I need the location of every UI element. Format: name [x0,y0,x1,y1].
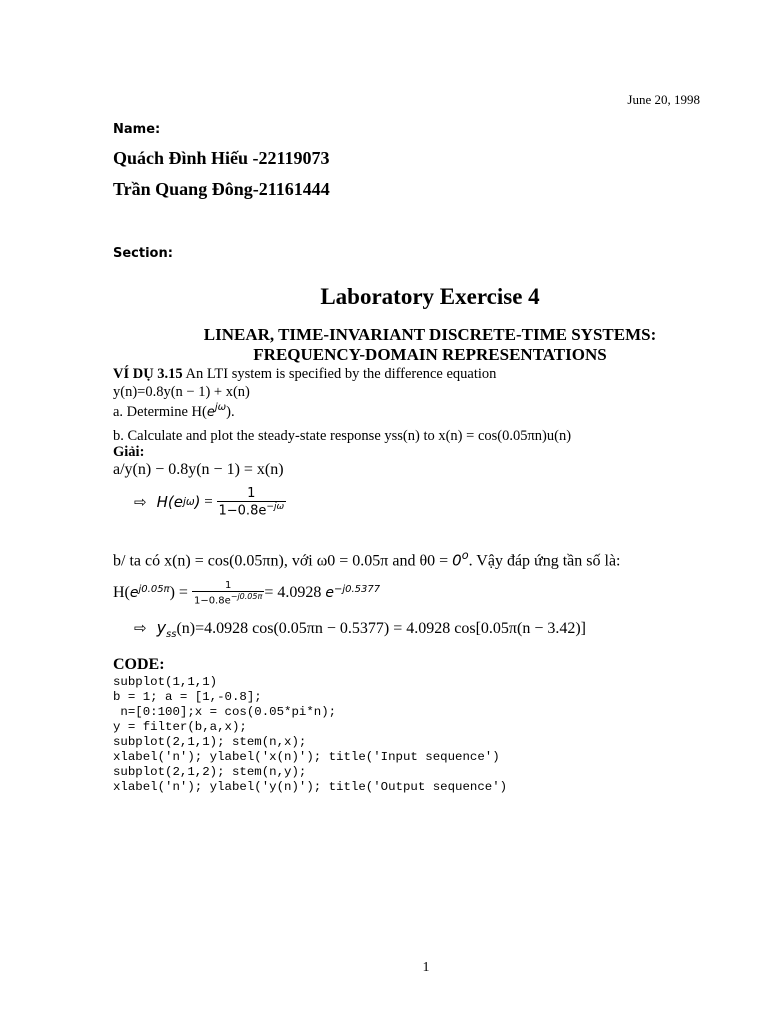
solution-b-line: b/ ta có x(n) = cos(0.05πn), với ω0 = 0.05π and $\theta 0 = 0^o$. Vậy đáp ứng tần số là: [113,549,621,570]
subtitle-line-2: FREQUENCY-DOMAIN REPRESENTATIONS [253,345,607,364]
code-line: xlabel('n'); ylabel('x(n)'); title('Input sequence') [113,750,500,764]
student-name-2: Trần Quang Đông-21161444 [113,179,330,199]
example-intro [113,366,496,383]
frequency-response-fraction: $\frac{1}{1-0.8e^{-j0.05\pi}}$ [193,579,263,607]
difference-equation: y(n)=0.8y(n − 1) + x(n) [113,384,250,400]
code-line: subplot(2,1,1); stem(n,x); [113,735,307,749]
implies-arrow-icon: ⇨ [134,494,147,511]
code-line: subplot(2,1,2); stem(n,y); [113,765,307,779]
code-block [113,675,507,795]
part-b-question: b. Calculate and plot the steady-state response yss(n) to x(n) = cos(0.05πn)u(n) [113,428,572,444]
code-line: y = filter(b,a,x); [113,720,247,734]
example-label: VÍ DỤ 3.15 [113,366,183,382]
solution-a-equation: a/y(n) − 0.8y(n − 1) = x(n) [113,461,284,478]
code-label: CODE: [113,656,165,673]
section-label: Section: [113,246,173,261]
document-date: June 20, 1998 [627,92,700,107]
code-line: subplot(1,1,1) [113,675,218,689]
transfer-function: ⇨ H(e jω ) = $\frac{1}{1-0.8e^{-j\omega}}$ [134,485,285,519]
code-line: n=[0:100];x = cos(0.05*pi*n); [113,705,337,719]
subtitle-line-1: LINEAR, TIME-INVARIANT DISCRETE-TIME SYSTEMS: [203,325,657,344]
page-title: Laboratory Exercise 4 [320,284,540,309]
page-number: 1 [422,960,430,975]
transfer-function-fraction: $\frac{1}{1-0.8e^{-j\omega}}$ [218,485,285,519]
solution-label: Giải: [113,444,145,460]
part-a-question: a. Determine $H(e^{j\omega})$. [113,402,235,420]
example-intro-text: An LTI system is specified by the difference equation [182,366,497,382]
student-name-1: Quách Đình Hiếu -22119073 [113,148,330,168]
code-line: xlabel('n'); ylabel('y(n)'); title('Output sequence') [113,780,508,794]
frequency-response-value: H( e $^{j0.05\pi}$ ) = $\frac{1}{1-0.8e^{-j0.05\pi}}$ = 4.0928 e $^{-j0.5377}$ [113,579,381,607]
name-label: Name: [113,122,161,137]
code-line: b = 1; a = [1,-0.8]; [113,690,262,704]
implies-arrow-icon: ⇨ [134,621,147,637]
steady-state-response: ⇨ $y_{ss}(n)=4.0928$ cos(0.05πn − 0.5377) = 4.0928 cos[0.05π(n − 3.42)] [134,618,586,641]
